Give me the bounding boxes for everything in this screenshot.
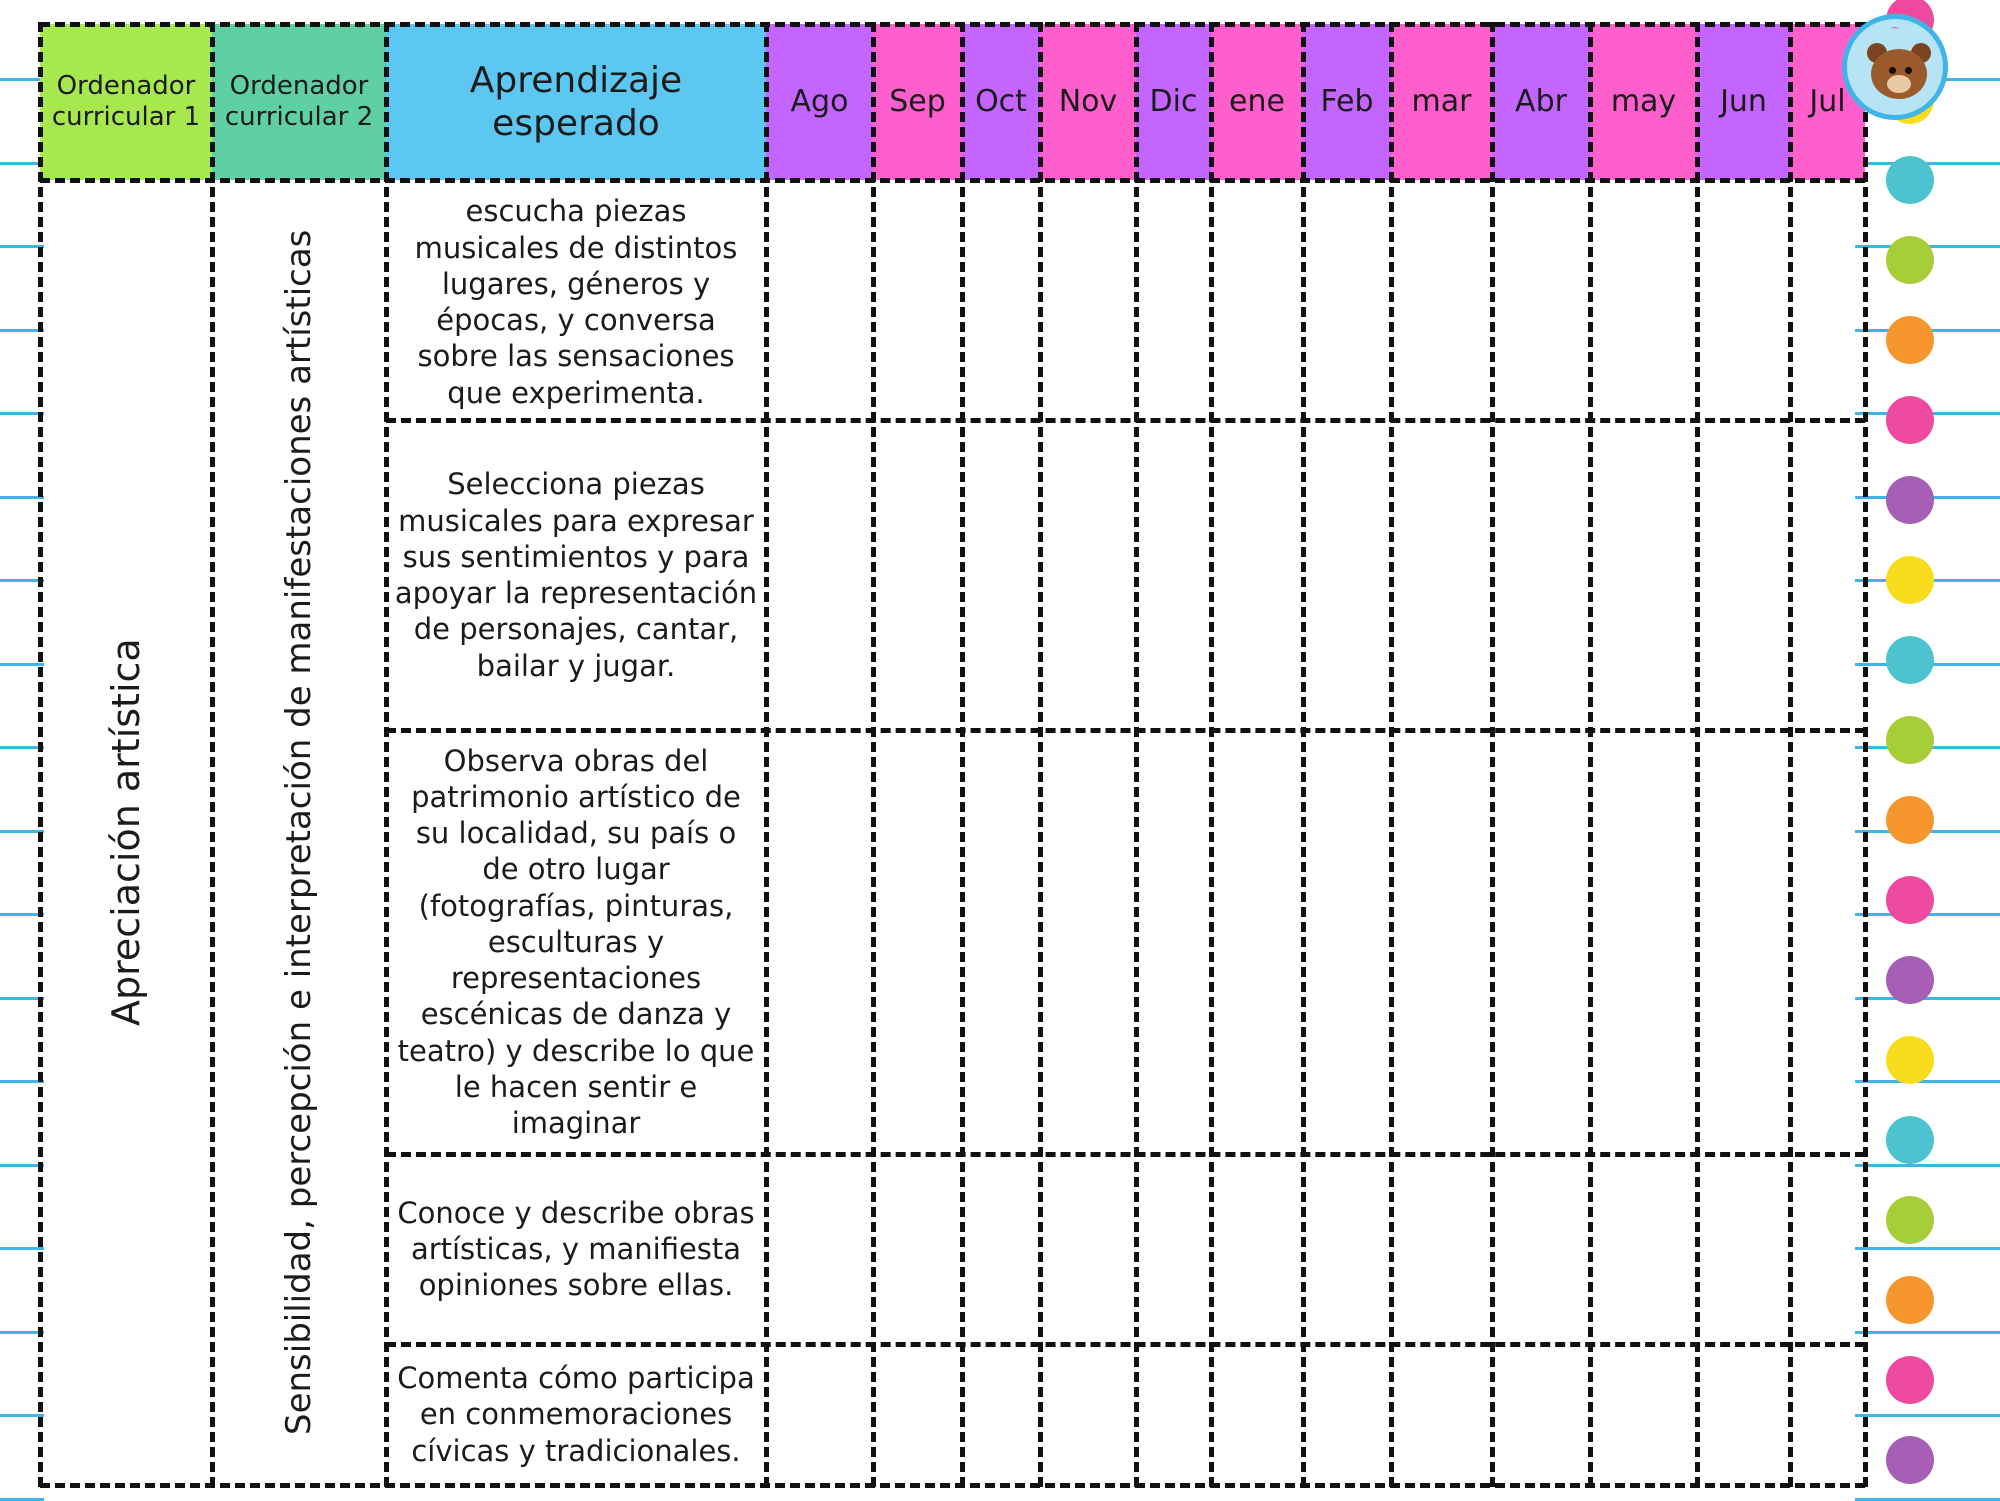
grid-vline [764, 22, 769, 1487]
header-month-label: Ago [790, 84, 849, 119]
grid-hline [40, 22, 1865, 27]
grid-vline [1389, 22, 1394, 1487]
header-month-1 [766, 24, 873, 180]
grid-vline [960, 22, 965, 1487]
grid-vline [1038, 22, 1043, 1487]
header-aprendizaje-label: Aprendizaje esperado [469, 59, 683, 144]
bear-eye-left [1889, 67, 1896, 74]
grid-vline [1301, 22, 1306, 1487]
grid-vline [1863, 22, 1868, 1487]
grid-vline [1788, 22, 1793, 1487]
aprendizaje-2 [386, 420, 766, 730]
header-month-label: Feb [1320, 84, 1374, 119]
header-month-4 [1040, 24, 1136, 180]
aprendizaje-4-text: Conoce y describe obras artísticas, y manifiesta opiniones sobre ellas. [397, 1195, 755, 1303]
grid-vline [1134, 22, 1139, 1487]
aprendizaje-5-text: Comenta cómo participa en conmemoraciones cívicas y tradicionales. [397, 1361, 755, 1468]
aprendizaje-5 [386, 1344, 766, 1485]
header-month-label: Oct [975, 84, 1027, 119]
grid-hline [386, 1342, 1865, 1347]
aprendizaje-3 [386, 730, 766, 1154]
header-month-label: mar [1411, 84, 1472, 119]
grid-vline [38, 22, 43, 1487]
grid-vline [1588, 22, 1593, 1487]
aprendizaje-2-text: Selecciona piezas musicales para expresar sus sentimientos y para apoyar la representación de personajes, cantar, bailar y jugar. [394, 467, 758, 683]
header-month-7 [1303, 24, 1391, 180]
header-month-label: may [1610, 84, 1677, 119]
header-ordenador-2-label: Ordenador curricular 2 [224, 70, 374, 132]
header-month-label: Jun [1720, 84, 1767, 119]
header-month-label: Nov [1058, 84, 1118, 119]
header-ordenador-2 [212, 24, 386, 180]
header-month-label: Jul [1809, 84, 1846, 119]
header-month-label: ene [1229, 84, 1285, 119]
ordenador-1-text: Apreciación artística [104, 638, 148, 1027]
grid-vline [1695, 22, 1700, 1487]
bear-snout [1887, 75, 1911, 93]
header-month-3 [962, 24, 1040, 180]
grid-vline [1490, 22, 1495, 1487]
header-month-6 [1211, 24, 1303, 180]
grid-vline [210, 22, 215, 1487]
header-ordenador-1 [40, 24, 212, 180]
ordenador-1-value [40, 180, 212, 1485]
brand-mark: ~ [1890, 21, 1900, 34]
grid-hline [386, 728, 1865, 733]
grid-vline [871, 22, 876, 1487]
grid-hline [40, 1483, 1865, 1488]
ordenador-2-text: Sensibilidad, percepción e interpretación de manifestaciones artísticas [279, 229, 319, 1436]
grid-hline [386, 418, 1865, 423]
header-month-5 [1136, 24, 1211, 180]
header-month-label: Sep [889, 84, 946, 119]
header-ordenador-1-label: Ordenador curricular 1 [51, 70, 201, 132]
grid-vline [1209, 22, 1214, 1487]
header-month-9 [1492, 24, 1590, 180]
header-month-label: Dic [1149, 84, 1198, 119]
header-aprendizaje [386, 24, 766, 180]
bear-icon [1842, 14, 1948, 120]
header-month-10 [1590, 24, 1697, 180]
header-month-label: Abr [1515, 84, 1567, 119]
aprendizaje-4 [386, 1154, 766, 1344]
header-month-2 [873, 24, 962, 180]
aprendizaje-1 [386, 184, 766, 420]
header-month-11 [1697, 24, 1790, 180]
aprendizaje-3-text: Observa obras del patrimonio artístico de su localidad, su país o de otro lugar (fotografías, pinturas, esculturas y representaciones escénicas de danza y teatro) y describe lo que le hacen sentir e imaginar [397, 743, 755, 1141]
grid-hline [386, 1152, 1865, 1157]
bear-eye-right [1905, 67, 1912, 74]
grid-hline [40, 178, 1865, 183]
header-month-8 [1391, 24, 1492, 180]
aprendizaje-1-text: escucha piezas musicales de distintos lugares, géneros y épocas, y conversa sobre las sensaciones que experimenta. [414, 194, 738, 410]
grid-vline [384, 22, 389, 1487]
ordenador-2-value [212, 180, 386, 1485]
